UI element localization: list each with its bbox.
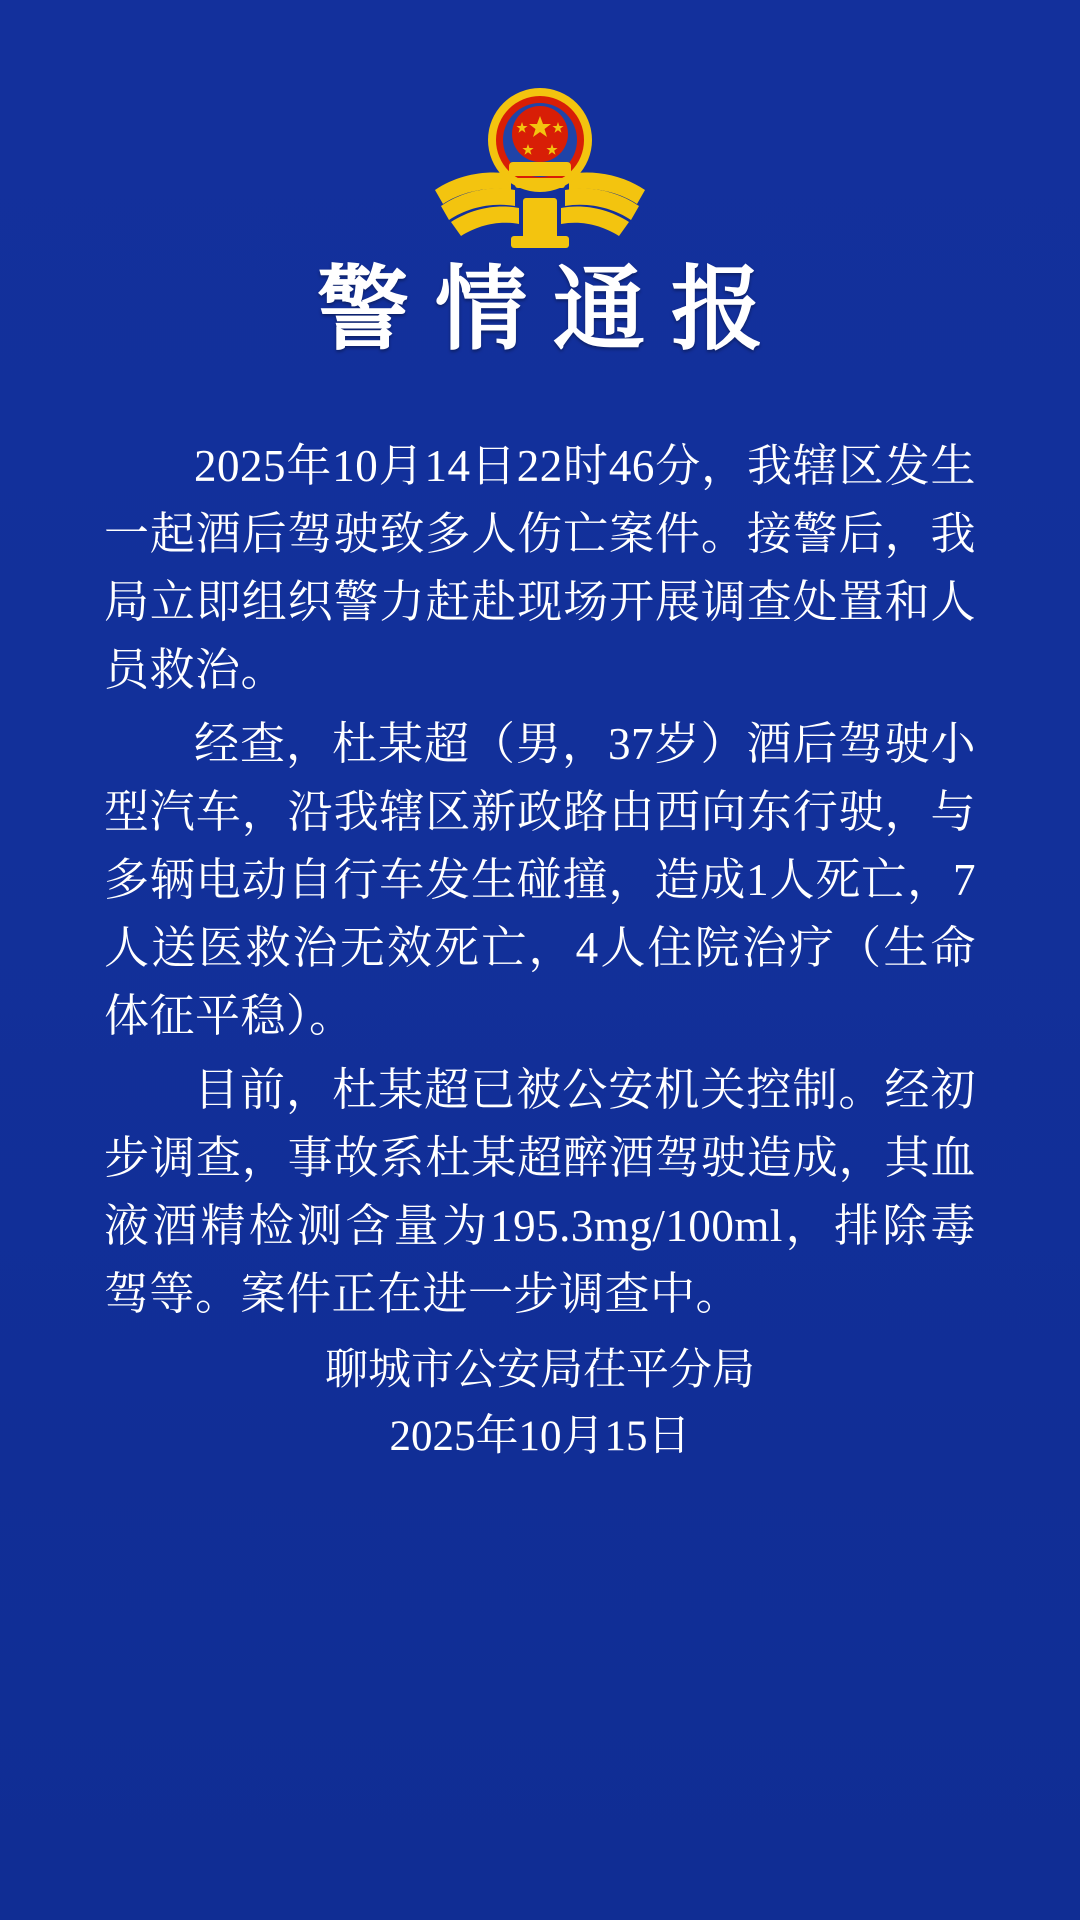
issuing-organization: 聊城市公安局茌平分局 (325, 1347, 755, 1394)
notice-paragraph-1: 2025年10月14日22时46分，我辖区发生一起酒后驾驶致多人伤亡案件。接警后，我局立即组织警力赶赴现场开展调查处置和人员救治。 (104, 441, 976, 695)
signature-block (0, 1338, 1080, 1470)
emblem-container (0, 78, 1080, 250)
page-title: 警情通报 (316, 259, 789, 361)
notice-paragraph-2: 经查，杜某超（男，37岁）酒后驾驶小型汽车，沿我辖区新政路由西向东行驶，与多辆电动自行车发生碰撞，造成1人死亡，7人送医救治无效死亡，4人住院治疗（生命体征平稳）。 (104, 719, 976, 1041)
issue-date: 2025年10月15日 (389, 1413, 691, 1460)
china-police-badge-icon (425, 78, 655, 250)
notice-body (104, 432, 976, 1334)
notice-paragraph-3: 目前，杜某超已被公安机关控制。经初步调查，事故系杜某超醉酒驾驶造成，其血液酒精检测含量为195.3mg/100ml，排除毒驾等。案件正在进一步调查中。 (104, 1065, 976, 1319)
